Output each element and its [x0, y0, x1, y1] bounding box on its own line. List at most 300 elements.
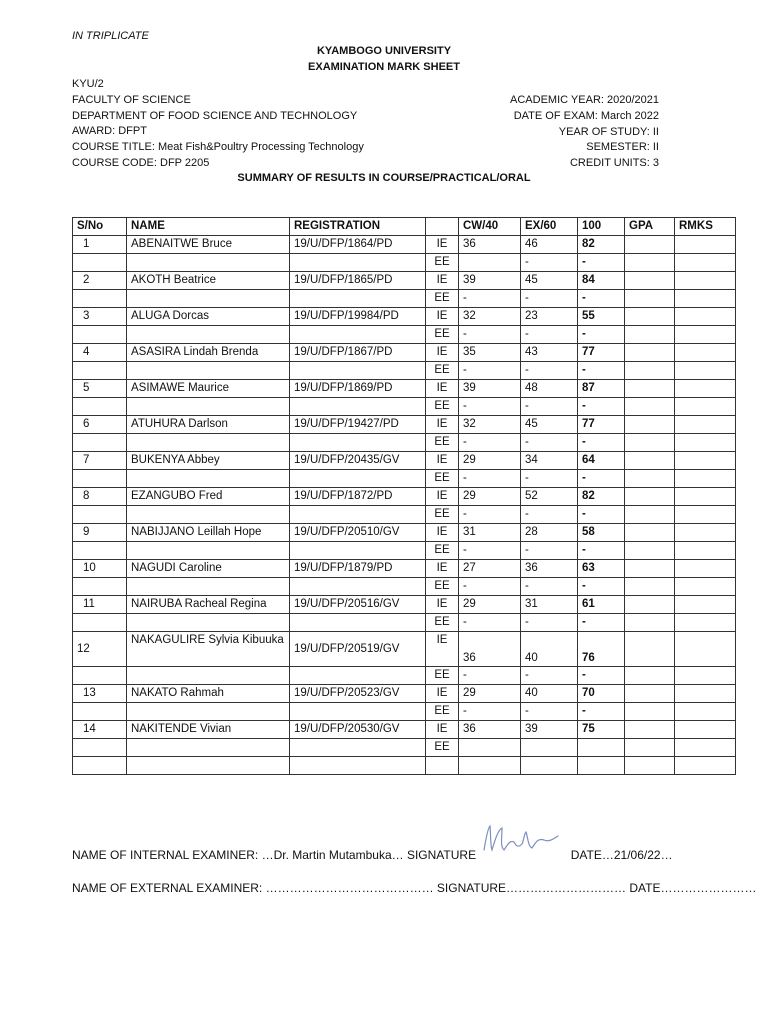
empty-cell	[127, 434, 290, 452]
empty-cell	[290, 434, 426, 452]
exam-mark: 34	[521, 452, 578, 470]
coursework-mark: 29	[459, 685, 521, 703]
empty-cell	[73, 703, 127, 721]
academic-year: ACADEMIC YEAR: 2020/2021	[510, 94, 659, 106]
remarks-cell	[675, 703, 736, 721]
table-row	[73, 290, 736, 308]
department: DEPARTMENT OF FOOD SCIENCE AND TECHNOLOGY	[72, 109, 358, 122]
table-row	[73, 524, 736, 542]
table-row	[73, 326, 736, 344]
exam-mark: 36	[521, 560, 578, 578]
student-number: 4	[73, 344, 127, 362]
remarks-cell	[675, 362, 736, 380]
total-mark: 82	[578, 236, 625, 254]
col-cw: CW/40	[459, 218, 521, 236]
remarks-cell	[675, 542, 736, 560]
exam-type-ie: IE	[426, 560, 459, 578]
student-registration: 19/U/DFP/1869/PD	[290, 380, 426, 398]
coursework-mark: 36	[459, 632, 521, 667]
remarks-cell	[675, 470, 736, 488]
marks-table	[72, 217, 736, 775]
table-row	[73, 470, 736, 488]
exam-mark: -	[521, 398, 578, 416]
empty-cell	[290, 254, 426, 272]
gpa-cell	[625, 236, 675, 254]
exam-type-ee: EE	[426, 739, 459, 757]
total-mark	[578, 739, 625, 757]
exam-type-ee: EE	[426, 703, 459, 721]
remarks-cell	[675, 326, 736, 344]
empty-cell	[459, 757, 521, 775]
exam-mark: 45	[521, 416, 578, 434]
internal-examiner-line	[72, 848, 673, 862]
coursework-mark: 36	[459, 721, 521, 739]
gpa-cell	[625, 452, 675, 470]
empty-cell	[127, 254, 290, 272]
gpa-cell	[625, 362, 675, 380]
student-name: NAKAGULIRE Sylvia Kibuuka	[127, 632, 290, 667]
total-mark: 82	[578, 488, 625, 506]
remarks-cell	[675, 596, 736, 614]
student-registration: 19/U/DFP/1864/PD	[290, 236, 426, 254]
table-row	[73, 721, 736, 739]
empty-cell	[127, 542, 290, 560]
student-number: 11	[73, 596, 127, 614]
coursework-mark: -	[459, 614, 521, 632]
empty-cell	[127, 614, 290, 632]
student-name: BUKENYA Abbey	[127, 452, 290, 470]
empty-cell	[290, 614, 426, 632]
empty-cell	[290, 470, 426, 488]
gpa-cell	[625, 308, 675, 326]
exam-type-ee: EE	[426, 578, 459, 596]
total-mark: -	[578, 578, 625, 596]
empty-cell	[73, 667, 127, 685]
exam-mark: 28	[521, 524, 578, 542]
table-row	[73, 488, 736, 506]
faculty: FACULTY OF SCIENCE	[72, 93, 191, 106]
gpa-cell	[625, 506, 675, 524]
student-registration: 19/U/DFP/20516/GV	[290, 596, 426, 614]
student-number: 9	[73, 524, 127, 542]
col-total: 100	[578, 218, 625, 236]
exam-type-ee: EE	[426, 254, 459, 272]
total-mark: -	[578, 703, 625, 721]
gpa-cell	[625, 667, 675, 685]
ref-code: KYU/2	[72, 78, 104, 90]
empty-cell	[290, 757, 426, 775]
coursework-mark: 32	[459, 416, 521, 434]
summary-title: SUMMARY OF RESULTS IN COURSE/PRACTICAL/ORAL	[237, 172, 531, 184]
table-row	[73, 596, 736, 614]
remarks-cell	[675, 524, 736, 542]
student-name: NAGUDI Caroline	[127, 560, 290, 578]
gpa-cell	[625, 254, 675, 272]
internal-examiner-label: NAME OF INTERNAL EXAMINER: …Dr. Martin Mutambuka… SIGNATURE	[72, 848, 477, 862]
exam-type-ie: IE	[426, 524, 459, 542]
col-gpa: GPA	[625, 218, 675, 236]
student-number: 5	[73, 380, 127, 398]
exam-type-ie: IE	[426, 632, 459, 667]
award: AWARD: DFPT	[72, 125, 147, 138]
remarks-cell	[675, 236, 736, 254]
exam-type-ee: EE	[426, 614, 459, 632]
exam-date: DATE OF EXAM: March 2022	[513, 109, 659, 122]
empty-cell	[290, 542, 426, 560]
remarks-cell	[675, 488, 736, 506]
gpa-cell	[625, 703, 675, 721]
coursework-mark: -	[459, 434, 521, 452]
exam-type-ie: IE	[426, 416, 459, 434]
student-registration: 19/U/DFP/19984/PD	[290, 308, 426, 326]
exam-type-ie: IE	[426, 272, 459, 290]
student-name: ASIMAWE Maurice	[127, 380, 290, 398]
table-row	[73, 739, 736, 757]
gpa-cell	[625, 272, 675, 290]
total-mark: 58	[578, 524, 625, 542]
empty-cell	[290, 326, 426, 344]
total-mark: -	[578, 398, 625, 416]
exam-mark: -	[521, 667, 578, 685]
exam-type-ie: IE	[426, 344, 459, 362]
empty-cell	[73, 470, 127, 488]
university-name: KYAMBOGO UNIVERSITY	[316, 45, 452, 57]
empty-cell	[73, 578, 127, 596]
coursework-mark: 32	[459, 308, 521, 326]
coursework-mark: -	[459, 506, 521, 524]
exam-type-ie: IE	[426, 236, 459, 254]
empty-cell	[127, 667, 290, 685]
student-name: ABENAITWE Bruce	[127, 236, 290, 254]
total-mark: 84	[578, 272, 625, 290]
empty-cell	[290, 703, 426, 721]
exam-mark: -	[521, 506, 578, 524]
empty-cell	[73, 254, 127, 272]
gpa-cell	[625, 721, 675, 739]
course-info-left	[72, 77, 364, 172]
gpa-cell	[625, 326, 675, 344]
exam-mark: 48	[521, 380, 578, 398]
coursework-mark: -	[459, 362, 521, 380]
gpa-cell	[625, 470, 675, 488]
course-info-right	[510, 93, 659, 172]
empty-cell	[127, 757, 290, 775]
exam-mark: 39	[521, 721, 578, 739]
empty-cell	[73, 757, 127, 775]
student-name: NAKATO Rahmah	[127, 685, 290, 703]
exam-type-ee: EE	[426, 290, 459, 308]
gpa-cell	[625, 632, 675, 667]
empty-cell	[73, 398, 127, 416]
exam-mark: 43	[521, 344, 578, 362]
table-row	[73, 632, 736, 667]
internal-examiner-date: DATE…21/06/22…	[570, 848, 673, 862]
table-row	[73, 308, 736, 326]
copy-note: IN TRIPLICATE	[72, 30, 149, 42]
gpa-cell	[625, 416, 675, 434]
empty-cell	[127, 739, 290, 757]
exam-mark: -	[521, 290, 578, 308]
coursework-mark: -	[459, 290, 521, 308]
empty-cell	[127, 703, 290, 721]
remarks-cell	[675, 452, 736, 470]
student-registration: 19/U/DFP/20435/GV	[290, 452, 426, 470]
year-of-study: YEAR OF STUDY: II	[558, 125, 659, 138]
exam-mark: -	[521, 326, 578, 344]
signature-stroke	[484, 826, 558, 850]
exam-type-ee: EE	[426, 398, 459, 416]
table-header-row	[73, 218, 736, 236]
student-name: EZANGUBO Fred	[127, 488, 290, 506]
total-mark: 70	[578, 685, 625, 703]
coursework-mark: 29	[459, 488, 521, 506]
remarks-cell	[675, 685, 736, 703]
table-row	[73, 398, 736, 416]
empty-cell	[127, 326, 290, 344]
total-mark: 77	[578, 344, 625, 362]
remarks-cell	[675, 344, 736, 362]
empty-cell	[73, 739, 127, 757]
student-number: 12	[73, 632, 127, 667]
coursework-mark: 27	[459, 560, 521, 578]
remarks-cell	[675, 667, 736, 685]
student-registration: 19/U/DFP/20530/GV	[290, 721, 426, 739]
col-name: NAME	[127, 218, 290, 236]
total-mark: -	[578, 434, 625, 452]
exam-mark	[521, 739, 578, 757]
exam-mark: -	[521, 434, 578, 452]
gpa-cell	[625, 542, 675, 560]
empty-cell	[73, 326, 127, 344]
table-row	[73, 344, 736, 362]
remarks-cell	[675, 308, 736, 326]
empty-cell	[290, 362, 426, 380]
student-number: 14	[73, 721, 127, 739]
student-registration: 19/U/DFP/1872/PD	[290, 488, 426, 506]
exam-type-ee: EE	[426, 506, 459, 524]
student-name: ATUHURA Darlson	[127, 416, 290, 434]
remarks-cell	[675, 560, 736, 578]
coursework-mark: 36	[459, 236, 521, 254]
total-mark: 87	[578, 380, 625, 398]
exam-type-ee: EE	[426, 470, 459, 488]
empty-cell	[127, 578, 290, 596]
total-mark: 63	[578, 560, 625, 578]
table-row	[73, 236, 736, 254]
total-mark: 76	[578, 632, 625, 667]
table-row	[73, 254, 736, 272]
table-row	[73, 578, 736, 596]
exam-type-ie: IE	[426, 308, 459, 326]
coursework-mark	[459, 254, 521, 272]
empty-cell	[127, 362, 290, 380]
coursework-mark: -	[459, 703, 521, 721]
exam-type-ee: EE	[426, 362, 459, 380]
total-mark: 75	[578, 721, 625, 739]
col-registration: REGISTRATION	[290, 218, 426, 236]
blank-row	[73, 757, 736, 775]
marks-body	[73, 236, 736, 775]
gpa-cell	[625, 344, 675, 362]
coursework-mark	[459, 739, 521, 757]
total-mark: -	[578, 667, 625, 685]
credit-units: CREDIT UNITS: 3	[569, 157, 659, 170]
empty-cell	[521, 757, 578, 775]
student-name: ASASIRA Lindah Brenda	[127, 344, 290, 362]
exam-mark: 45	[521, 272, 578, 290]
coursework-mark: -	[459, 470, 521, 488]
col-sno: S/No	[73, 218, 127, 236]
student-name: ALUGA Dorcas	[127, 308, 290, 326]
empty-cell	[578, 757, 625, 775]
table-row	[73, 703, 736, 721]
total-mark: -	[578, 470, 625, 488]
total-mark: -	[578, 290, 625, 308]
course-title: COURSE TITLE: Meat Fish&Poultry Processing Technology	[72, 141, 364, 154]
exam-mark: 40	[521, 685, 578, 703]
gpa-cell	[625, 560, 675, 578]
remarks-cell	[675, 739, 736, 757]
student-registration: 19/U/DFP/20510/GV	[290, 524, 426, 542]
gpa-cell	[625, 685, 675, 703]
exam-type-ie: IE	[426, 452, 459, 470]
student-name: NABIJJANO Leillah Hope	[127, 524, 290, 542]
remarks-cell	[675, 578, 736, 596]
exam-mark: 31	[521, 596, 578, 614]
exam-mark: 40	[521, 632, 578, 667]
col-exam-type	[426, 218, 459, 236]
exam-mark: -	[521, 470, 578, 488]
coursework-mark: 29	[459, 596, 521, 614]
empty-cell	[625, 757, 675, 775]
table-row	[73, 560, 736, 578]
exam-type-ee: EE	[426, 326, 459, 344]
student-registration: 19/U/DFP/1865/PD	[290, 272, 426, 290]
coursework-mark: 29	[459, 452, 521, 470]
exam-type-ie: IE	[426, 721, 459, 739]
total-mark: -	[578, 326, 625, 344]
student-registration: 19/U/DFP/20519/GV	[290, 632, 426, 667]
gpa-cell	[625, 488, 675, 506]
total-mark: 64	[578, 452, 625, 470]
table-row	[73, 416, 736, 434]
gpa-cell	[625, 614, 675, 632]
col-rmks: RMKS	[675, 218, 736, 236]
empty-cell	[290, 506, 426, 524]
exam-mark: -	[521, 614, 578, 632]
empty-cell	[127, 290, 290, 308]
exam-type-ee: EE	[426, 434, 459, 452]
table-row	[73, 506, 736, 524]
remarks-cell	[675, 506, 736, 524]
table-row	[73, 614, 736, 632]
student-registration: 19/U/DFP/1879/PD	[290, 560, 426, 578]
remarks-cell	[675, 380, 736, 398]
gpa-cell	[625, 524, 675, 542]
student-registration: 19/U/DFP/20523/GV	[290, 685, 426, 703]
exam-mark: -	[521, 542, 578, 560]
exam-mark: -	[521, 254, 578, 272]
total-mark: 77	[578, 416, 625, 434]
total-mark: -	[578, 614, 625, 632]
coursework-mark: 39	[459, 380, 521, 398]
exam-mark: -	[521, 578, 578, 596]
remarks-cell	[675, 614, 736, 632]
student-number: 10	[73, 560, 127, 578]
gpa-cell	[625, 434, 675, 452]
remarks-cell	[675, 398, 736, 416]
empty-cell	[73, 434, 127, 452]
student-name: NAKITENDE Vivian	[127, 721, 290, 739]
remarks-cell	[675, 272, 736, 290]
table-row	[73, 434, 736, 452]
coursework-mark: -	[459, 667, 521, 685]
empty-cell	[290, 739, 426, 757]
signature-image	[478, 820, 564, 860]
student-registration: 19/U/DFP/1867/PD	[290, 344, 426, 362]
student-number: 3	[73, 308, 127, 326]
empty-cell	[73, 542, 127, 560]
table-row	[73, 685, 736, 703]
total-mark: -	[578, 542, 625, 560]
coursework-mark: -	[459, 542, 521, 560]
table-row	[73, 380, 736, 398]
empty-cell	[290, 290, 426, 308]
empty-cell	[73, 614, 127, 632]
student-name: AKOTH Beatrice	[127, 272, 290, 290]
gpa-cell	[625, 739, 675, 757]
table-row	[73, 667, 736, 685]
gpa-cell	[625, 578, 675, 596]
remarks-cell	[675, 290, 736, 308]
coursework-mark: 31	[459, 524, 521, 542]
remarks-cell	[675, 254, 736, 272]
course-code: COURSE CODE: DFP 2205	[72, 156, 210, 169]
student-number: 8	[73, 488, 127, 506]
student-number: 6	[73, 416, 127, 434]
remarks-cell	[675, 434, 736, 452]
exam-type-ie: IE	[426, 488, 459, 506]
table-row	[73, 272, 736, 290]
exam-type-ee: EE	[426, 542, 459, 560]
total-mark: -	[578, 254, 625, 272]
coursework-mark: -	[459, 578, 521, 596]
remarks-cell	[675, 632, 736, 667]
student-name: NAIRUBA Racheal Regina	[127, 596, 290, 614]
empty-cell	[127, 470, 290, 488]
external-examiner-line: NAME OF EXTERNAL EXAMINER: …………………………………… SIGNATURE………………………… DATE……………………	[72, 881, 757, 895]
empty-cell	[73, 362, 127, 380]
exam-mark: 23	[521, 308, 578, 326]
gpa-cell	[625, 290, 675, 308]
exam-type-ie: IE	[426, 380, 459, 398]
total-mark: 55	[578, 308, 625, 326]
total-mark: 61	[578, 596, 625, 614]
coursework-mark: 35	[459, 344, 521, 362]
student-registration: 19/U/DFP/19427/PD	[290, 416, 426, 434]
empty-cell	[127, 398, 290, 416]
total-mark: -	[578, 362, 625, 380]
exam-mark: -	[521, 703, 578, 721]
sheet-title: EXAMINATION MARK SHEET	[308, 61, 460, 73]
student-number: 1	[73, 236, 127, 254]
gpa-cell	[625, 398, 675, 416]
table-row	[73, 452, 736, 470]
empty-cell	[426, 757, 459, 775]
student-number: 2	[73, 272, 127, 290]
empty-cell	[73, 290, 127, 308]
exam-type-ee: EE	[426, 667, 459, 685]
